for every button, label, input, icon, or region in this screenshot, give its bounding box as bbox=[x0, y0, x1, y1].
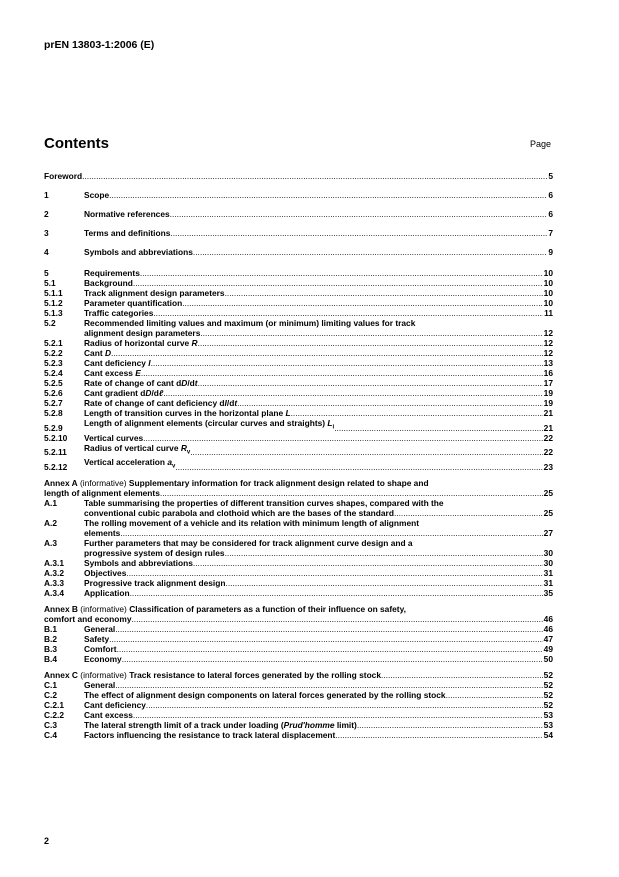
toc-page-number: 19 bbox=[543, 398, 553, 408]
toc-symbol-subscript: i bbox=[332, 424, 335, 431]
toc-entry[interactable] bbox=[44, 443, 553, 458]
toc-entry[interactable] bbox=[44, 408, 553, 418]
toc-title-text: General bbox=[84, 680, 116, 691]
toc-entry[interactable] bbox=[44, 278, 553, 288]
dot-leader bbox=[357, 720, 543, 730]
toc-entry[interactable] bbox=[44, 308, 553, 318]
toc-page-number: 31 bbox=[543, 578, 553, 589]
toc-page-number: 53 bbox=[543, 710, 553, 721]
toc-symbol: L bbox=[327, 418, 333, 428]
toc-number: 3 bbox=[44, 228, 49, 238]
toc-title-text: Normative references bbox=[84, 209, 170, 219]
toc-page-number: 49 bbox=[543, 644, 553, 655]
dot-leader bbox=[237, 398, 543, 408]
toc-number: 5.2.5 bbox=[44, 378, 63, 388]
dot-leader bbox=[225, 548, 543, 558]
toc-number: 5.1.2 bbox=[44, 298, 63, 308]
toc-title-text: Cant deficiency bbox=[84, 358, 149, 368]
toc-number: C.3 bbox=[44, 720, 58, 731]
toc-symbol: R bbox=[180, 442, 187, 453]
toc-page-number: 46 bbox=[543, 624, 553, 635]
toc-page-number: 19 bbox=[543, 388, 553, 398]
toc-symbol: t bbox=[194, 378, 198, 388]
annex-label: Annex B bbox=[44, 604, 78, 615]
toc-title-text: Economy bbox=[84, 654, 122, 665]
toc-number: 5.2.4 bbox=[44, 368, 63, 378]
dot-leader bbox=[335, 730, 542, 740]
toc-page-number: 46 bbox=[543, 614, 553, 625]
toc-number: 5.2.3 bbox=[44, 358, 63, 368]
toc-title-text: Further parameters that may be considered for track alignment curve design and a bbox=[84, 538, 413, 549]
toc-page-number: 25 bbox=[543, 508, 553, 519]
dot-leader bbox=[122, 654, 543, 664]
toc-entry[interactable] bbox=[44, 378, 553, 388]
toc-number: A.3.3 bbox=[44, 578, 65, 589]
page-number: 2 bbox=[44, 836, 50, 846]
toc-title-text: Parameter quantification bbox=[84, 298, 183, 308]
toc-entry[interactable] bbox=[44, 348, 553, 358]
toc-title-text: Requirements bbox=[84, 268, 140, 278]
dot-leader bbox=[198, 378, 543, 388]
toc-entry[interactable] bbox=[44, 388, 553, 398]
dot-leader bbox=[225, 288, 543, 298]
toc-entry[interactable] bbox=[44, 634, 553, 644]
toc-title-text: progressive system of design rules bbox=[84, 548, 225, 559]
toc-number: 5.2.11 bbox=[44, 447, 67, 458]
toc-entry[interactable] bbox=[44, 338, 553, 348]
toc-entry[interactable] bbox=[44, 358, 553, 368]
toc-page-number: 27 bbox=[543, 528, 553, 539]
toc-number: B.1 bbox=[44, 624, 58, 635]
toc-title-text: Symbols and abbreviations bbox=[84, 247, 193, 257]
toc-symbol: D bbox=[181, 378, 188, 388]
toc-title-text: Terms and definitions bbox=[84, 228, 171, 238]
dot-leader bbox=[151, 358, 543, 368]
toc-entry[interactable] bbox=[44, 288, 553, 298]
toc-title-text: Vertical curves bbox=[84, 432, 144, 443]
toc-symbol-subscript: v bbox=[186, 449, 191, 456]
toc-title-text: elements bbox=[84, 528, 121, 539]
toc-entry[interactable] bbox=[44, 418, 553, 433]
dot-leader bbox=[160, 488, 543, 498]
toc-entry[interactable] bbox=[44, 614, 553, 624]
toc-title-tail: /d bbox=[226, 398, 235, 408]
annex-informative: (informative) bbox=[77, 604, 130, 615]
toc-entry[interactable] bbox=[44, 578, 553, 588]
toc-number: B.4 bbox=[44, 654, 58, 665]
toc-title-text: Supplementary information for track alignment design related to shape and bbox=[128, 478, 429, 489]
toc-number: A.1 bbox=[44, 498, 58, 509]
toc-title-tail: /d bbox=[187, 378, 195, 388]
toc-entry-line[interactable] bbox=[44, 604, 553, 614]
toc-page-number: 10 bbox=[543, 278, 553, 288]
dot-leader bbox=[170, 228, 547, 238]
dot-leader bbox=[200, 328, 542, 338]
dot-leader bbox=[109, 634, 543, 644]
toc-symbol: t bbox=[234, 398, 238, 408]
dot-leader bbox=[193, 247, 547, 257]
dot-leader bbox=[115, 680, 542, 690]
toc-page-number: 50 bbox=[543, 654, 553, 665]
page-title: Contents bbox=[44, 135, 109, 152]
toc-entry-line[interactable] bbox=[44, 538, 553, 548]
toc-title-text: Traffic categories bbox=[84, 308, 154, 318]
toc-title-text: length of alignment elements bbox=[44, 488, 160, 499]
toc-entry[interactable] bbox=[44, 558, 553, 568]
dot-leader bbox=[170, 209, 548, 219]
toc-symbol: I bbox=[224, 398, 227, 408]
toc-page-number: 12 bbox=[543, 328, 553, 338]
toc-entry[interactable] bbox=[44, 528, 553, 538]
toc-page-number: 23 bbox=[543, 462, 553, 473]
toc-entry[interactable] bbox=[44, 298, 553, 308]
toc-number: A.3.4 bbox=[44, 588, 65, 599]
toc-page-number: 52 bbox=[543, 670, 553, 681]
toc-title-text: Track resistance to lateral forces generated by the rolling stock bbox=[129, 670, 381, 681]
dot-leader bbox=[446, 690, 543, 700]
toc-page-number: 11 bbox=[544, 308, 553, 318]
dot-leader bbox=[163, 388, 542, 398]
toc-title-text: Cant deficiency bbox=[84, 700, 146, 711]
toc-entry[interactable] bbox=[44, 368, 553, 378]
dot-leader bbox=[381, 670, 543, 680]
toc-entry[interactable] bbox=[44, 548, 553, 558]
toc-title-text: Factors influencing the resistance to track lateral displacement bbox=[84, 730, 336, 741]
dot-leader bbox=[109, 190, 547, 200]
toc-number: 1 bbox=[44, 190, 49, 200]
toc-title-text: Background bbox=[84, 278, 133, 288]
dot-leader bbox=[143, 433, 543, 443]
toc-title-text: Track alignment design parameters bbox=[84, 288, 225, 298]
toc-title-text: Foreword bbox=[44, 171, 83, 181]
toc-number: 5.1.3 bbox=[44, 308, 63, 318]
toc-entry-line[interactable] bbox=[44, 498, 553, 508]
toc-title-text: Cant gradient d bbox=[84, 388, 146, 398]
toc-entry[interactable] bbox=[44, 488, 553, 498]
toc-page-number: 30 bbox=[543, 548, 553, 559]
annex-informative: (informative) bbox=[77, 478, 129, 489]
toc-symbol-subscript: v bbox=[172, 464, 176, 471]
toc-title-text: Comfort bbox=[84, 644, 117, 655]
dot-leader bbox=[130, 588, 543, 598]
toc-title-text: alignment design parameters bbox=[84, 328, 201, 338]
toc-page-number: 47 bbox=[543, 634, 553, 645]
toc-entry[interactable] bbox=[44, 670, 553, 680]
toc-title-text: Symbols and abbreviations bbox=[84, 558, 193, 569]
toc-number: 5.2.6 bbox=[44, 388, 63, 398]
toc-number: A.3.1 bbox=[44, 558, 65, 569]
toc-title-text: Cant excess bbox=[84, 710, 133, 721]
toc-entry[interactable] bbox=[44, 690, 553, 700]
toc-entry[interactable] bbox=[44, 644, 553, 654]
dot-leader bbox=[115, 624, 542, 634]
toc-title-text: comfort and economy bbox=[44, 614, 132, 625]
toc-title-text: Cant bbox=[84, 348, 105, 358]
toc-number: 5.2.1 bbox=[44, 338, 63, 348]
toc-page-number: 52 bbox=[543, 690, 553, 701]
dot-leader bbox=[175, 462, 542, 472]
toc-entry[interactable] bbox=[44, 247, 553, 257]
toc-number: B.3 bbox=[44, 644, 58, 655]
toc-page-number: 12 bbox=[543, 338, 553, 348]
toc-page-number: 52 bbox=[543, 680, 553, 691]
toc-page-number: 31 bbox=[543, 568, 553, 579]
dot-leader bbox=[133, 710, 543, 720]
toc-number: 5.2.12 bbox=[44, 462, 68, 473]
toc-number: B.2 bbox=[44, 634, 58, 645]
dot-leader bbox=[190, 447, 542, 457]
toc-entry[interactable] bbox=[44, 700, 553, 710]
toc-title-text: Radius of horizontal curve bbox=[84, 338, 192, 348]
toc-page-number: 6 bbox=[548, 190, 553, 200]
toc-entry-line[interactable] bbox=[44, 478, 553, 488]
toc-entry[interactable] bbox=[44, 624, 553, 634]
toc-title-text: The rolling movement of a vehicle and its relation with minimum length of alignment bbox=[84, 518, 420, 529]
toc-page-number: 10 bbox=[543, 288, 553, 298]
toc-page-number: 22 bbox=[543, 432, 553, 443]
toc-entry[interactable] bbox=[44, 268, 553, 278]
toc-entry[interactable] bbox=[44, 508, 553, 518]
toc-page-number: 7 bbox=[548, 228, 553, 238]
toc-page-number: 25 bbox=[543, 488, 553, 499]
dot-leader bbox=[111, 348, 543, 358]
dot-leader bbox=[133, 278, 543, 288]
dot-leader bbox=[140, 268, 543, 278]
dot-leader bbox=[126, 568, 542, 578]
toc-title-text: Objectives bbox=[84, 568, 127, 579]
toc-title-text: Recommended limiting values and maximum (or minimum) limiting values for track bbox=[84, 318, 416, 328]
toc-title-text: Cant excess bbox=[84, 368, 136, 378]
toc-entry[interactable] bbox=[44, 730, 553, 740]
toc-page-number: 6 bbox=[548, 209, 553, 219]
toc-number: 2 bbox=[44, 209, 49, 219]
toc-title-tail: limit) bbox=[334, 720, 357, 731]
toc-page-number: 35 bbox=[543, 588, 553, 599]
toc-number: 5 bbox=[44, 268, 49, 278]
dot-leader bbox=[334, 423, 542, 433]
toc-number: 5.1.1 bbox=[44, 288, 63, 298]
toc-number: C.2 bbox=[44, 690, 58, 701]
toc-title-text: Table summarising the properties of different transition curves shapes, compared with the bbox=[84, 498, 444, 509]
toc-entry[interactable] bbox=[44, 433, 553, 443]
toc-title-text: Length of alignment elements (circular curves and straights) bbox=[84, 418, 328, 428]
toc-number: C.4 bbox=[44, 730, 58, 741]
annex-label: Annex C bbox=[44, 670, 78, 681]
toc-entry[interactable] bbox=[44, 190, 553, 200]
page-column-label: Page bbox=[529, 139, 551, 149]
toc-page-number: 54 bbox=[543, 730, 553, 741]
toc-title-text: Radius of vertical curve bbox=[84, 442, 181, 453]
toc-page-number: 21 bbox=[543, 408, 553, 418]
toc-symbol: E bbox=[135, 368, 141, 378]
annex-label: Annex A bbox=[44, 478, 78, 489]
toc-title-text: Classification of parameters as a function of their influence on safety, bbox=[129, 604, 406, 615]
toc-entry-line[interactable] bbox=[44, 318, 553, 328]
toc-entry[interactable] bbox=[44, 654, 553, 664]
toc-symbol: Prud'homme bbox=[283, 720, 335, 731]
toc-number: C.1 bbox=[44, 680, 58, 691]
dot-leader bbox=[198, 338, 543, 348]
toc-entry[interactable] bbox=[44, 710, 553, 720]
toc-page-number: 10 bbox=[543, 268, 553, 278]
toc-number: C.2.2 bbox=[44, 710, 65, 721]
toc-number: 5.2.2 bbox=[44, 348, 63, 358]
toc-title-text: Length of transition curves in the horizontal plane bbox=[84, 408, 286, 418]
dot-leader bbox=[182, 298, 542, 308]
toc-entry[interactable] bbox=[44, 171, 553, 181]
toc-page-number: 13 bbox=[543, 358, 553, 368]
dot-leader bbox=[131, 614, 542, 624]
toc-title-text: General bbox=[84, 624, 116, 635]
dot-leader bbox=[291, 408, 543, 418]
toc-title-text: Rate of change of cant d bbox=[84, 378, 182, 388]
toc-entry[interactable] bbox=[44, 457, 553, 472]
dot-leader bbox=[153, 308, 543, 318]
dot-leader bbox=[141, 368, 543, 378]
toc-page-number: 16 bbox=[543, 368, 553, 378]
toc-entry[interactable] bbox=[44, 209, 553, 219]
document-header: prEN 13803-1:2006 (E) bbox=[44, 39, 155, 51]
toc-entry[interactable] bbox=[44, 588, 553, 598]
toc-entry-line[interactable] bbox=[44, 518, 553, 528]
dot-leader bbox=[394, 508, 543, 518]
table-of-contents bbox=[44, 171, 553, 740]
toc-number: 5.2 bbox=[44, 318, 56, 328]
toc-symbol: L bbox=[285, 408, 291, 418]
toc-title-tail: /d bbox=[151, 388, 159, 398]
toc-page-number: 12 bbox=[543, 348, 553, 358]
dot-leader bbox=[82, 171, 547, 181]
toc-symbol: ℓ bbox=[158, 388, 164, 398]
annex-informative: (informative) bbox=[77, 670, 130, 681]
toc-title-text: The effect of alignment design components on lateral forces generated by the rolling stock bbox=[84, 690, 446, 701]
toc-number: A.2 bbox=[44, 518, 58, 529]
toc-entry[interactable] bbox=[44, 720, 553, 730]
toc-number: A.3 bbox=[44, 538, 58, 549]
toc-entry[interactable] bbox=[44, 228, 553, 238]
toc-number: 5.2.9 bbox=[44, 422, 63, 433]
toc-number: 5.2.7 bbox=[44, 398, 63, 408]
toc-page-number: 30 bbox=[543, 558, 553, 569]
dot-leader bbox=[226, 578, 543, 588]
toc-page-number: 22 bbox=[543, 447, 553, 458]
toc-title-text: Scope bbox=[84, 190, 110, 200]
dot-leader bbox=[146, 700, 543, 710]
toc-title-text: conventional cubic parabola and clothoid which are the bases of the standard bbox=[84, 508, 394, 519]
toc-symbol: D bbox=[104, 348, 111, 358]
dot-leader bbox=[193, 558, 543, 568]
toc-title-text: Safety bbox=[84, 634, 110, 645]
toc-number: 5.2.10 bbox=[44, 432, 68, 443]
toc-page-number: 9 bbox=[548, 247, 553, 257]
toc-entry[interactable] bbox=[44, 328, 553, 338]
toc-page-number: 17 bbox=[543, 378, 553, 388]
toc-symbol: I bbox=[148, 358, 151, 368]
toc-entry[interactable] bbox=[44, 398, 553, 408]
toc-number: C.2.1 bbox=[44, 700, 65, 711]
toc-number: 5.1 bbox=[44, 278, 56, 288]
dot-leader bbox=[120, 528, 542, 538]
toc-title-text: Progressive track alignment design bbox=[84, 578, 226, 589]
toc-symbol: a bbox=[167, 457, 173, 468]
toc-symbol: R bbox=[191, 338, 198, 348]
toc-title-text: Vertical acceleration bbox=[84, 457, 168, 468]
toc-page-number: 52 bbox=[543, 700, 553, 711]
toc-title-text: Rate of change of cant deficiency d bbox=[84, 398, 225, 408]
toc-number: 5.2.8 bbox=[44, 408, 63, 418]
toc-number: 4 bbox=[44, 247, 49, 257]
toc-entry[interactable] bbox=[44, 680, 553, 690]
toc-page-number: 10 bbox=[543, 298, 553, 308]
toc-page-number: 53 bbox=[543, 720, 553, 731]
toc-symbol: D bbox=[145, 388, 152, 398]
toc-entry[interactable] bbox=[44, 568, 553, 578]
toc-page-number: 21 bbox=[543, 422, 553, 433]
toc-title-text: The lateral strength limit of a track under loading ( bbox=[84, 720, 284, 731]
toc-number: A.3.2 bbox=[44, 568, 65, 579]
toc-page-number: 5 bbox=[548, 171, 553, 181]
toc-title-text: Application bbox=[84, 588, 130, 599]
dot-leader bbox=[117, 644, 543, 654]
